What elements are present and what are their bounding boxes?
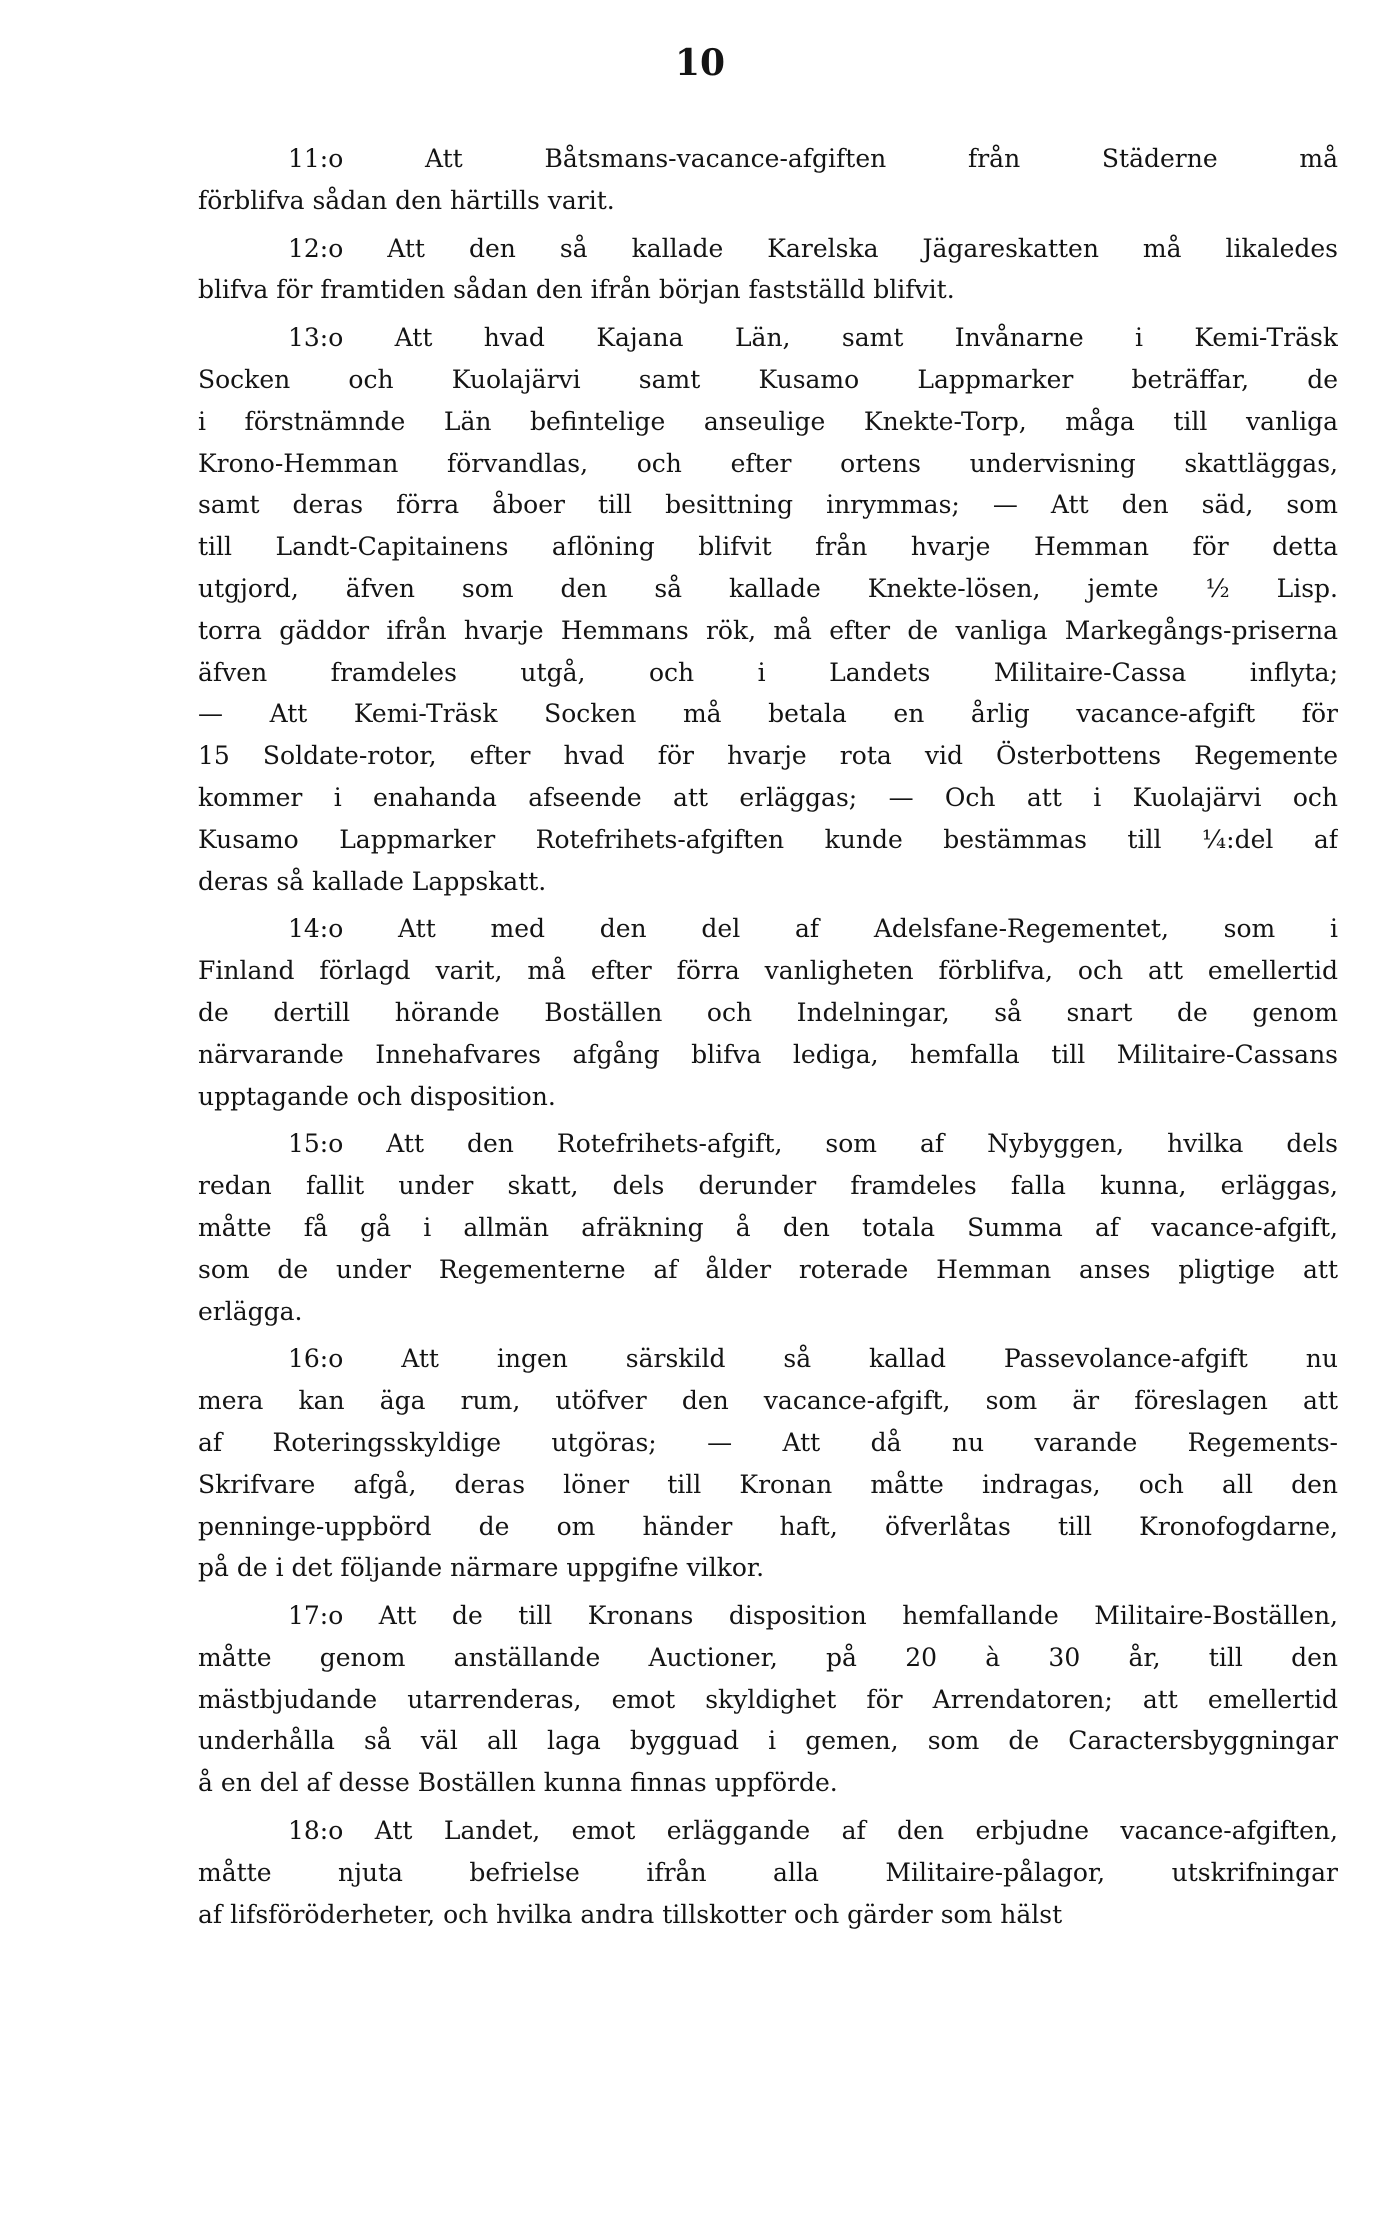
text-line: kommer i enahanda afseende att erläggas; — Och att i Kuolajärvi och	[198, 782, 1338, 812]
text-line: samt deras förra åboer till besittning inrymmas; — Att den säd, som	[198, 490, 1338, 520]
text-line: måtte genom anställande Auctioner, på 20 à 30 år, till den	[198, 1642, 1338, 1672]
text-line: å en del af desse Boställen kunna finnas uppförde.	[198, 1768, 838, 1798]
text-line: 12:o Att den så kallade Karelska Jägareskatten må likaledes	[288, 233, 1338, 263]
text-line: utgjord, äfven som den så kallade Knekte-lösen, jemte ½ Lisp.	[198, 573, 1338, 603]
text-line: erlägga.	[198, 1296, 303, 1326]
paragraph-14	[198, 908, 1338, 1117]
page-number: 10	[674, 42, 726, 84]
text-line: Kusamo Lappmarker Rotefrihets-afgiften kunde bestämmas till ¼:del af	[198, 824, 1338, 854]
text-line: blifva för framtiden sådan den ifrån början fastställd blifvit.	[198, 275, 955, 305]
text-line: i förstnämnde Län befintelige anseulige Knekte-Torp, måga till vanliga	[198, 406, 1338, 436]
text-line: penninge-uppbörd de om händer haft, öfverlåtas till Kronofogdarne,	[198, 1511, 1338, 1541]
text-line: som de under Regementerne af ålder roterade Hemman anses pligtige att	[198, 1254, 1338, 1284]
text-line: Skrifvare afgå, deras löner till Kronan måtte indragas, och all den	[198, 1469, 1338, 1499]
paragraph-11	[198, 138, 1338, 222]
text-line: måtte få gå i allmän afräkning å den totala Summa af vacance-afgift,	[198, 1212, 1338, 1242]
text-line: till Landt-Capitainens aflöning blifvit från hvarje Hemman för detta	[198, 532, 1338, 562]
text-line: 14:o Att med den del af Adelsfane-Regementet, som i	[288, 914, 1338, 944]
text-line: af Roteringsskyldige utgöras; — Att då nu varande Regements-	[198, 1427, 1338, 1457]
text-line: Finland förlagd varit, må efter förra vanligheten förblifva, och att emellertid	[198, 956, 1338, 986]
text-line: — Att Kemi-Träsk Socken må betala en årlig vacance-afgift för	[198, 699, 1338, 729]
text-line: upptagande och disposition.	[198, 1081, 556, 1111]
text-line: förblifva sådan den härtills varit.	[198, 185, 615, 215]
text-line: underhålla så väl all laga bygguad i gemen, som de Caractersbyggningar	[198, 1726, 1338, 1756]
paragraph-15	[198, 1123, 1338, 1332]
text-line: 17:o Att de till Kronans disposition hemfallande Militaire-Boställen,	[288, 1601, 1338, 1631]
text-line: af lifsföröderheter, och hvilka andra tillskotter och gärder som hälst	[198, 1899, 1063, 1929]
paragraph-13	[198, 317, 1338, 902]
text-line: redan fallit under skatt, dels derunder framdeles falla kunna, erläggas,	[198, 1171, 1338, 1201]
text-line: 15:o Att den Rotefrihets-afgift, som af Nybyggen, hvilka dels	[288, 1129, 1338, 1159]
text-line: närvarande Innehafvares afgång blifva lediga, hemfalla till Militaire-Cassans	[198, 1039, 1338, 1069]
text-line: 11:o Att Båtsmans-vacance-afgiften från Städerne må	[288, 144, 1338, 173]
text-line: mästbjudande utarrenderas, emot skyldighet för Arrendatoren; att emellertid	[198, 1684, 1338, 1714]
text-line: på de i det följande närmare uppgifne vilkor.	[198, 1553, 765, 1583]
text-line: Krono-Hemman förvandlas, och efter ortens undervisning skattläggas,	[198, 448, 1338, 478]
text-line: torra gäddor ifrån hvarje Hemmans rök, må efter de vanliga Markegångs-priserna	[198, 615, 1338, 645]
paragraph-12	[198, 228, 1338, 312]
paragraph-16	[198, 1338, 1338, 1589]
body-text	[198, 138, 1338, 1941]
text-line: 13:o Att hvad Kajana Län, samt Invånarne i Kemi-Träsk	[288, 323, 1338, 353]
paragraph-18	[198, 1810, 1338, 1935]
text-line: deras så kallade Lappskatt.	[198, 866, 547, 896]
text-line: 15 Soldate-rotor, efter hvad för hvarje rota vid Österbottens Regemente	[198, 741, 1338, 771]
text-line: äfven framdeles utgå, och i Landets Militaire-Cassa inflyta;	[198, 657, 1338, 687]
text-line: de dertill hörande Boställen och Indelningar, så snart de genom	[198, 997, 1338, 1027]
text-line: 16:o Att ingen särskild så kallad Passevolance-afgift nu	[288, 1344, 1338, 1374]
text-line: mera kan äga rum, utöfver den vacance-afgift, som är föreslagen att	[198, 1386, 1338, 1416]
text-line: Socken och Kuolajärvi samt Kusamo Lappmarker beträffar, de	[198, 364, 1338, 394]
text-line: måtte njuta befrielse ifrån alla Militaire-pålagor, utskrifningar	[198, 1857, 1338, 1887]
paragraph-17	[198, 1595, 1338, 1804]
text-line: 18:o Att Landet, emot erläggande af den erbjudne vacance-afgiften,	[288, 1816, 1338, 1846]
